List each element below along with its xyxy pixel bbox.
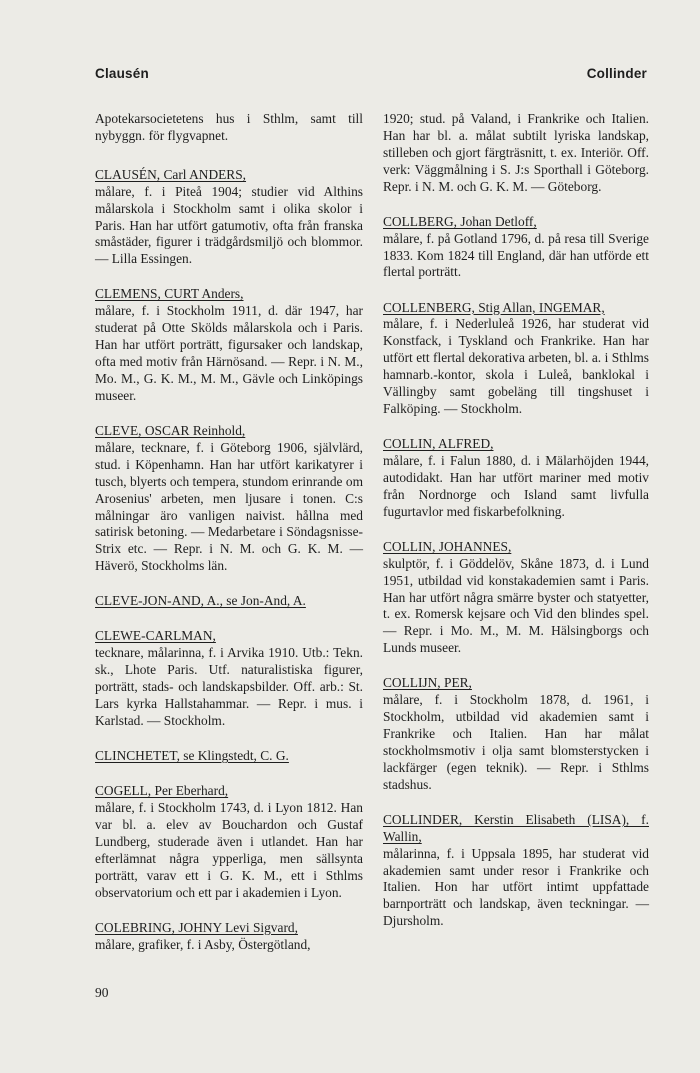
entry-clewe-carlman	[95, 628, 363, 729]
entry-clausen	[95, 167, 363, 268]
entry-colebring-continued	[383, 111, 649, 196]
entry-text: tecknare, målarinna, f. i Arvika 1910. Utb.: Tekn. sk., Lhote Paris. Utf. naturalistiska figurer, porträtt, stads- och landskapsbilder. Off. arb.: St. Lars kyrka Hallstahammar. — Repr. i mus. i Karlstad. — Stockholm.	[95, 645, 363, 728]
entry-collin-alfred	[383, 436, 649, 521]
entry-name: CLEVE-JON-AND, A., se Jon-And, A.	[95, 593, 306, 609]
page-number: 90	[95, 985, 109, 1000]
entry-text: målarinna, f. i Uppsala 1895, har studerat vid akademien samt under resor i Frankrike och Italien. Hon har utfört intimt uppfattade barnporträtt och landskap, även teckningar. — Djursholm.	[383, 845, 649, 929]
entry-collinder	[383, 812, 649, 930]
entry-text: målare, tecknare, f. i Göteborg 1906, självlärd, stud. i Köpenhamn. Han har utfört karikatyrer i tusch, blyerts och tempera, stundom erinrande om Arosenius' arbeten, men ljusare i tonen. C:s målningar äro vanligen naivist. hållna med satirisk betoning. — Medarbetare i Söndagsnisse-Strix etc. — Repr. i N. M. och G. K. M. — Häverö, Stockholms län.	[95, 439, 363, 574]
entry-name: CLEMENS, CURT Anders,	[95, 286, 244, 302]
entry-text: målare, f. i Stockholm 1878, d. 1961, i Stockholm, utbildad vid akademien samt i Frankrike och Italien. Han har målat stockholmsmotiv i olja samt blomsterstycken i lackfärger (egen teknik). — Repr. i Sthlms stadshus.	[383, 692, 649, 792]
left-column	[95, 111, 363, 972]
entry-collijn	[383, 675, 649, 793]
entry-name: CLEVE, OSCAR Reinhold,	[95, 422, 246, 438]
entry-text: målare, f. på Gotland 1796, d. på resa till Sverige 1833. Kom 1824 till England, där han utförde ett flertal porträtt.	[383, 230, 649, 280]
entry-name: COLLBERG, Johan Detloff,	[383, 213, 537, 229]
entry-name: COLLINDER, Kerstin Elisabeth (LISA), f. Wallin,	[383, 811, 649, 844]
entry-name: COLLIJN, PER,	[383, 675, 472, 691]
entry-collenberg	[383, 300, 649, 418]
continuation-entry	[95, 111, 363, 145]
entry-colebring	[95, 920, 363, 954]
entry-text: målare, f. i Falun 1880, d. i Mälarhöjden 1944, autodidakt. Han har utfört mariner med motiv från Nordnorge och Island samt livfulla fugurtavlor med fiskarbefolkning.	[383, 452, 649, 519]
running-head-right: Collinder	[586, 66, 647, 81]
entry-name: CLINCHETET, se Klingstedt, C. G.	[95, 748, 289, 764]
right-column	[383, 111, 649, 948]
entry-name: COLLENBERG, Stig Allan, INGEMAR,	[383, 299, 605, 315]
entry-name: CLEWE-CARLMAN,	[95, 628, 216, 644]
entry-text: skulptör, f. i Göddelöv, Skåne 1873, d. i Lund 1951, utbildad vid konstakademien samt i Paris. Han har utfört några smärre byster och statyetter, t. ex. Romersk kejsare och Vid den blindes spel. — Repr. i Mo. M., M. M. Hälsingborgs och Lunds museer.	[383, 555, 649, 656]
entry-text: Apotekarsocietetens hus i Sthlm, samt till nybyggn. för flygvapnet.	[95, 111, 363, 143]
entry-clemens	[95, 286, 363, 404]
entry-name: COLEBRING, JOHNY Levi Sigvard,	[95, 919, 298, 935]
entry-collberg	[383, 214, 649, 282]
entry-name: COLLIN, ALFRED,	[383, 436, 494, 452]
entry-clinchetet	[95, 748, 363, 765]
entry-text: målare, f. i Nederluleå 1926, har studerat vid Konstfack, i Tyskland och Frankrike. Han har utfört ett flertal dekorativa arbeten, bl. a. i Sthlms hamnarb.-kontor, skola i Luleå, banklokal i Vällingby samt gobeläng till tingshuset i Falköping. — Stockholm.	[383, 316, 649, 416]
entry-text: målare, f. i Stockholm 1911, d. där 1947, har studerat på Otte Skölds målarskola och i Paris. Han har utfört porträtt, figursaker och landskap, ofta med motiv från Härnösand. — Repr. i N. M., Mo. M., G. K. M., M. M., Gävle och Linköpings museer.	[95, 303, 363, 403]
entry-cogell	[95, 783, 363, 901]
entry-text: 1920; stud. på Valand, i Frankrike och Italien. Han har bl. a. målat subtilt lyriska landskap, stilleben och gjort färgträsnitt, t. ex. Interiör. Off. verk: Väggmålning i S. J:s Sporthall i Göteborg. Repr. i N. M. och G. K. M. — Göteborg.	[383, 111, 649, 194]
entry-name: CLAUSÉN, Carl ANDERS,	[95, 166, 247, 182]
entry-name: COGELL, Per Eberhard,	[95, 783, 229, 799]
running-head-left: Clausén	[95, 66, 149, 81]
entry-text: målare, f. i Stockholm 1743, d. i Lyon 1812. Han var bl. a. elev av Bouchardon och Gustaf Lundberg, studerade även i utlandet. Han har efterlämnat några ypperliga, men sällsynta porträtt, varav ett i G. K. M., ett i Sthlms observatorium och ett par i akademien i Lyon.	[95, 800, 363, 900]
entry-text: målare, grafiker, f. i Asby, Östergötland,	[95, 936, 311, 952]
entry-cleve	[95, 423, 363, 575]
entry-name: COLLIN, JOHANNES,	[383, 538, 512, 554]
entry-cleve-jon-and	[95, 593, 363, 610]
entry-text: målare, f. i Piteå 1904; studier vid Althins målarskola i Stockholm samt i olika skolor i Paris. Han har utfört gatumotiv, ofta från franska småstäder, figurer i trädgårdsmiljö och blommor. — Lilla Essingen.	[95, 183, 363, 267]
entry-collin-johannes	[383, 539, 649, 657]
